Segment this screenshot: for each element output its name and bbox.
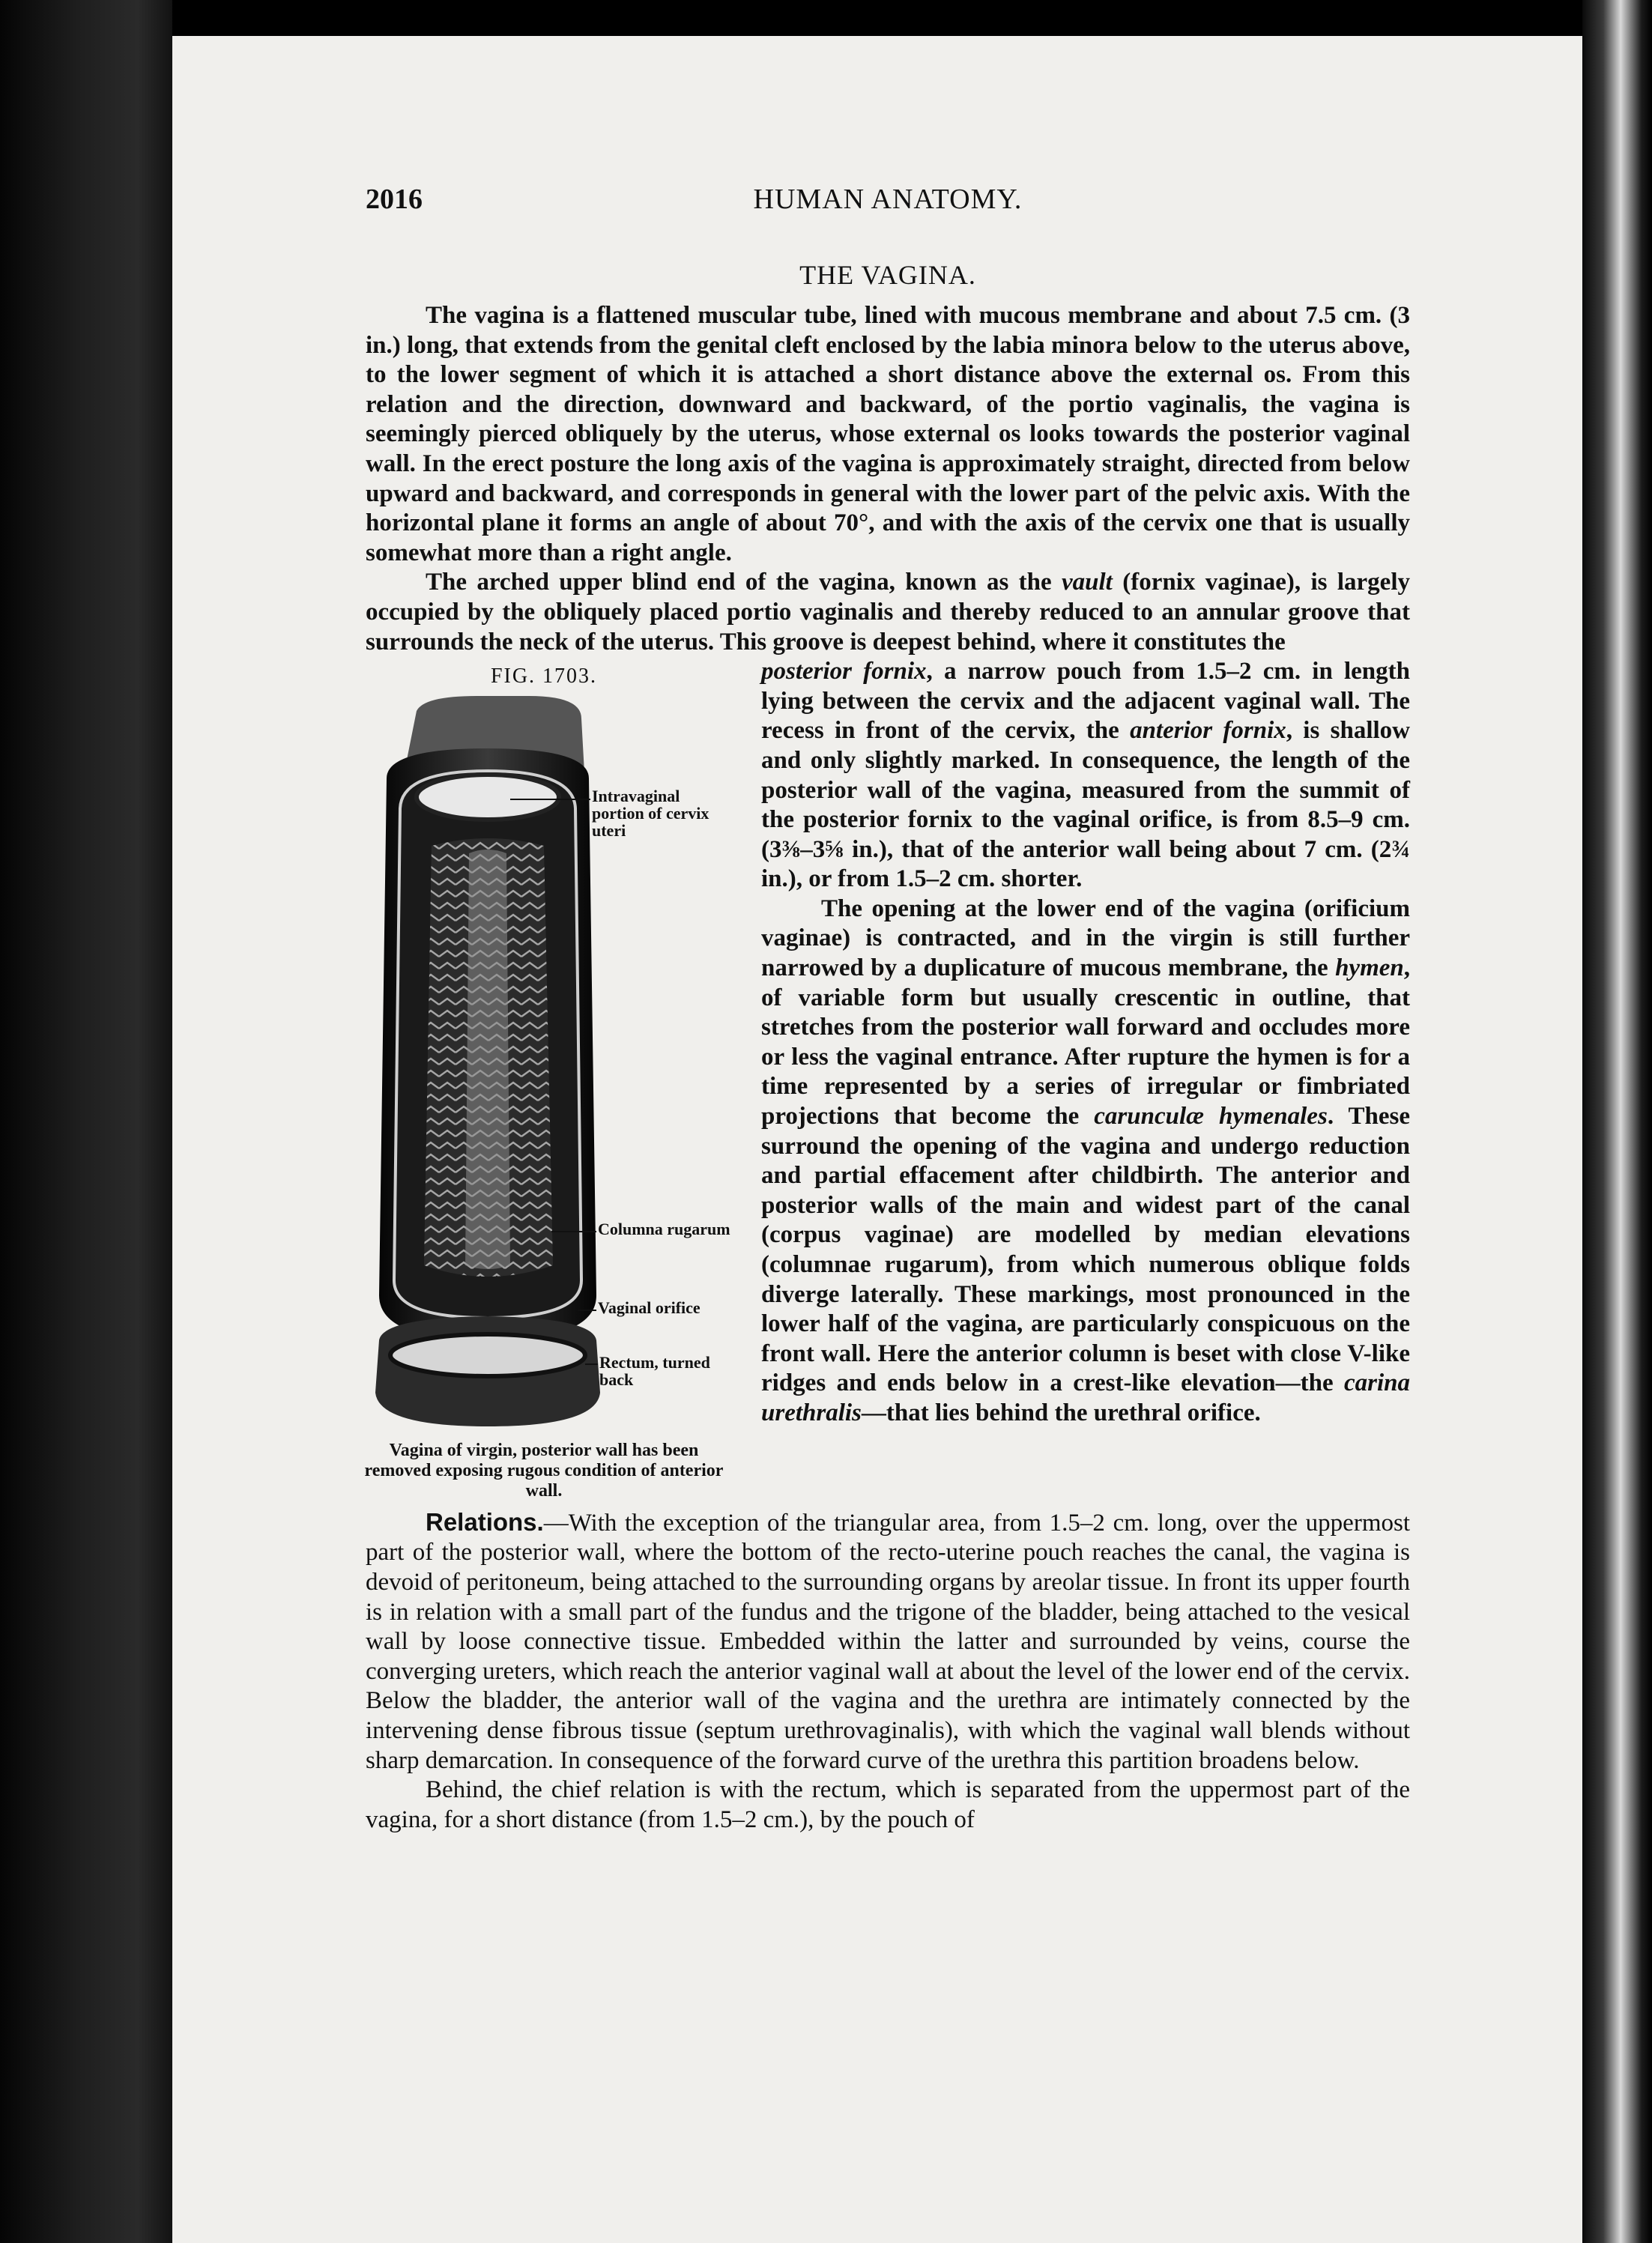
page-content [366,183,1410,1835]
section-title: THE VAGINA. [799,260,976,290]
term-hymen: hymen [1335,954,1404,982]
text-run: —that lies behind the urethral orifice. [861,1399,1261,1426]
running-head [366,183,1410,228]
figure-1703 [357,665,731,1501]
paragraph-vault [366,568,1410,657]
label-vaginal-orifice: Vaginal orifice [598,1298,701,1318]
text-run: , of variable form but usually crescentic in outline, that stretches from the posterior wall forward and occludes more or less the vaginal entrance. After rupture the hymen is for a time represented by a series of irregular or fimbriated projections that become the [761,954,1410,1130]
text-run: The arched upper blind end of the vagina, known as the [426,569,1062,596]
figure-label: FIG. 1703. [490,665,598,688]
term-anterior-fornix: anterior fornix [1130,717,1286,745]
figure-caption: Vagina of virgin, posterior wall has been removed exposing rugous condition of anterior wall. [364,1441,724,1501]
label-rectum: Rectum, turned back [599,1353,710,1390]
text-run: The opening at the lower end of the vagina (orificium vaginae) is contracted, and in the virgin is still further narrowed by a duplicature of mucous membrane, the [761,895,1410,982]
term-posterior-fornix: posterior fornix [761,658,927,685]
figure-illustration [357,696,731,1430]
text-run: , is shallow and only slightly marked. In consequence, the length of the posterior wall of the vagina, measured from the summit of the posterior fornix to the vaginal orifice, is from 8.5–9 cm. (3⅜–3⅝ in.), that of the anterior wall being about 7 cm. (2¾ in.), or from 1.5–2 cm. shorter. [761,717,1410,893]
paragraph-behind: Behind, the chief relation is with the rectum, which is separated from the uppermost part of the vagina, for a short distance (from 1.5–2 cm.), by the pouch of [366,1776,1410,1833]
text-run: , a narrow pouch from 1.5–2 cm. in length lying between the cervix and the adjacent vaginal wall. The recess in front of the cervix, the [761,658,1410,745]
text-run: . These surround the opening of the vagina and undergo reduction and partial effacement after childbirth. The anterior and posterior walls of the main and widest part of the canal (corpus vaginae) are modelled by median elevations (columnae rugarum), from which numerous oblique folds diverge laterally. These markings, most pronounced in the lower half of the vagina, are particularly conspicuous on the front wall. Here the anterior column is beset with close V-like ridges and ends below in a crest-like elevation—the [761,1103,1410,1397]
label-intravaginal-portion: Intravaginal portion of cervix uteri [592,787,709,841]
scan-border-right [1582,0,1652,2243]
book-page [172,36,1582,2243]
relations-heading: Relations. [426,1507,544,1536]
scan-border-top [0,0,1652,36]
term-carunculae: carunculæ hymenales [1094,1103,1328,1130]
term-carina-urethralis: carina urethralis [761,1369,1410,1426]
scan-border-left [0,0,172,2243]
running-title: HUMAN ANATOMY. [753,184,1023,215]
text-run: (fornix vaginae), is largely occupied by the obliquely placed portio vaginalis and thereby reduced to an annular groove that surrounds the neck of the uterus. This groove is deepest behind, where it constitutes the [366,569,1410,656]
term-vault: vault [1062,569,1113,596]
label-columna-rugarum: Columna rugarum [598,1220,730,1239]
page-number: 2016 [366,184,423,215]
paragraph-relations [366,1507,1410,1776]
text-run: —With the exception of the triangular area, from 1.5–2 cm. long, over the uppermost part of the posterior wall, where the bottom of the recto-uterine pouch reaches the canal, the vagina is devoid of peritoneum, being attached to the surrounding organs by areolar tissue. In front its upper fourth is in relation with a small part of the fundus and the trigone of the bladder, being attached to the vesical wall by loose connective tissue. Embedded within the latter and surrounded by veins, course the converging ureters, which reach the anterior vaginal wall at about the level of the lower end of the cervix. Below the bladder, the anterior wall of the vagina and the urethra are intimately connected by the intervening dense fibrous tissue (septum urethrovaginalis), with which the vaginal wall blends without sharp demarcation. In consequence of the forward curve of the urethra this partition broadens below. [366,1509,1411,1774]
paragraph-intro: The vagina is a flattened muscular tube, lined with mucous membrane and about 7.5 cm. (3 in.) long, that extends from the genital cleft enclosed by the labia minora below to the uterus above, to the lower segment of which it is attached a short distance above the external os. From this relation and the direction, downward and backward, of the portio vaginalis, the vagina is seemingly pierced obliquely by the uterus, whose external os looks towards the posterior vaginal wall. In the erect posture the long axis of the vagina is approximately straight, directed from below upward and backward, and corresponds in general with the lower part of the pelvic axis. With the horizontal plane it forms an angle of about 70°, and with the axis of the cervix one that is usually somewhat more than a right angle. [366,302,1410,566]
